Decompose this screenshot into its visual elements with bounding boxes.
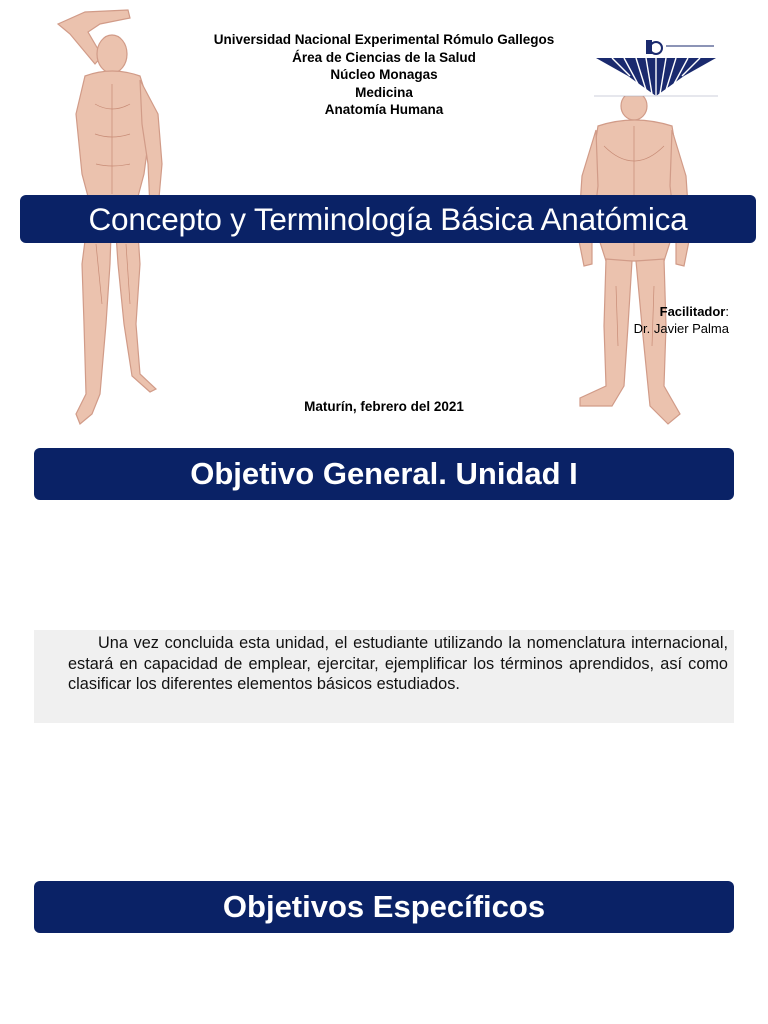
specific-objectives-heading: Objetivos Específicos bbox=[34, 881, 734, 933]
course-name: Anatomía Humana bbox=[324, 102, 444, 117]
facilitator-colon: : bbox=[725, 304, 729, 319]
presentation-title: Concepto y Terminología Básica Anatómica bbox=[20, 195, 756, 243]
university-logo-icon bbox=[594, 36, 718, 98]
general-objective-heading: Objetivo General. Unidad I bbox=[34, 448, 734, 500]
area-name: Área de Ciencias de la Salud bbox=[292, 49, 476, 65]
title-slide bbox=[0, 0, 768, 440]
facilitator-label: Facilitador bbox=[659, 304, 726, 319]
campus-name: Núcleo Monagas bbox=[330, 67, 438, 82]
place-date: Maturín, febrero del 2021 bbox=[304, 399, 464, 414]
facilitator-block bbox=[634, 303, 729, 337]
institution-header bbox=[160, 31, 608, 119]
university-name: Universidad Nacional Experimental Rómulo Gallegos bbox=[213, 32, 555, 47]
general-objective-box bbox=[34, 630, 734, 723]
facilitator-name: Dr. Javier Palma bbox=[633, 321, 729, 336]
program-name: Medicina bbox=[355, 84, 413, 100]
general-objective-text: Una vez concluida esta unidad, el estudiante utilizando la nomenclatura internacional, estará en capacidad de emplear, ejercitar, ejemplificar los términos aprendidos, así como clasificar los diferentes elementos básicos estudiados. bbox=[68, 634, 728, 693]
anatomy-back-figure-icon bbox=[568, 96, 698, 436]
